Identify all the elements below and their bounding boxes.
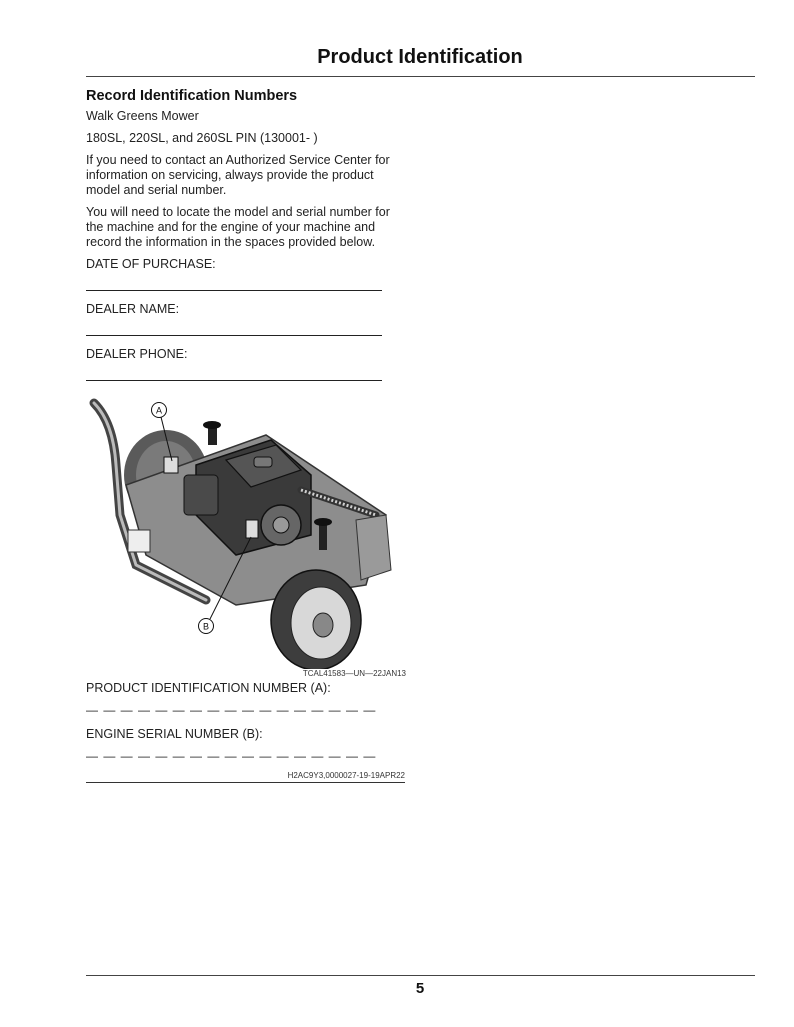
date-of-purchase-field[interactable]	[86, 290, 382, 291]
mower-drawing	[86, 395, 408, 669]
reference-id: H2AC9Y3,0000027-19-19APR22	[287, 771, 405, 780]
callout-b-label: B	[202, 621, 210, 632]
title-divider	[86, 76, 755, 77]
locate-instructions: You will need to locate the model and serial number for the machine and for the engine of your machine and record the information in the spaces provided below.	[86, 205, 390, 249]
service-instructions: If you need to contact an Authorized Service Center for information on servicing, always provide the product model and serial number.	[86, 153, 390, 197]
model-range: 180SL, 220SL, and 260SL PIN (130001- )	[86, 131, 318, 145]
page-number: 5	[415, 980, 425, 997]
content-column	[86, 87, 408, 392]
dealer-phone-field[interactable]	[86, 380, 382, 381]
dealer-phone-label: DEALER PHONE:	[86, 347, 188, 361]
engine-serial-label: ENGINE SERIAL NUMBER (B):	[86, 727, 263, 741]
callout-a-label: A	[155, 405, 163, 416]
date-of-purchase-label: DATE OF PURCHASE:	[86, 257, 216, 271]
engine-serial-field[interactable]: — — — — — — — — — — — — — — — — —	[86, 749, 377, 763]
pin-field[interactable]: — — — — — — — — — — — — — — — — —	[86, 703, 377, 717]
section-heading: Record Identification Numbers	[86, 88, 298, 104]
dealer-name-field[interactable]	[86, 335, 382, 336]
mower-illustration	[86, 395, 408, 685]
identification-block	[86, 681, 408, 773]
pin-label: PRODUCT IDENTIFICATION NUMBER (A):	[86, 681, 331, 695]
page-title: Product Identification	[317, 46, 523, 68]
figure-caption: TCAL41583—UN—22JAN13	[302, 669, 406, 678]
product-name: Walk Greens Mower	[86, 109, 199, 123]
reference-divider	[86, 782, 405, 783]
dealer-name-label: DEALER NAME:	[86, 302, 180, 316]
footer-divider	[86, 975, 755, 976]
